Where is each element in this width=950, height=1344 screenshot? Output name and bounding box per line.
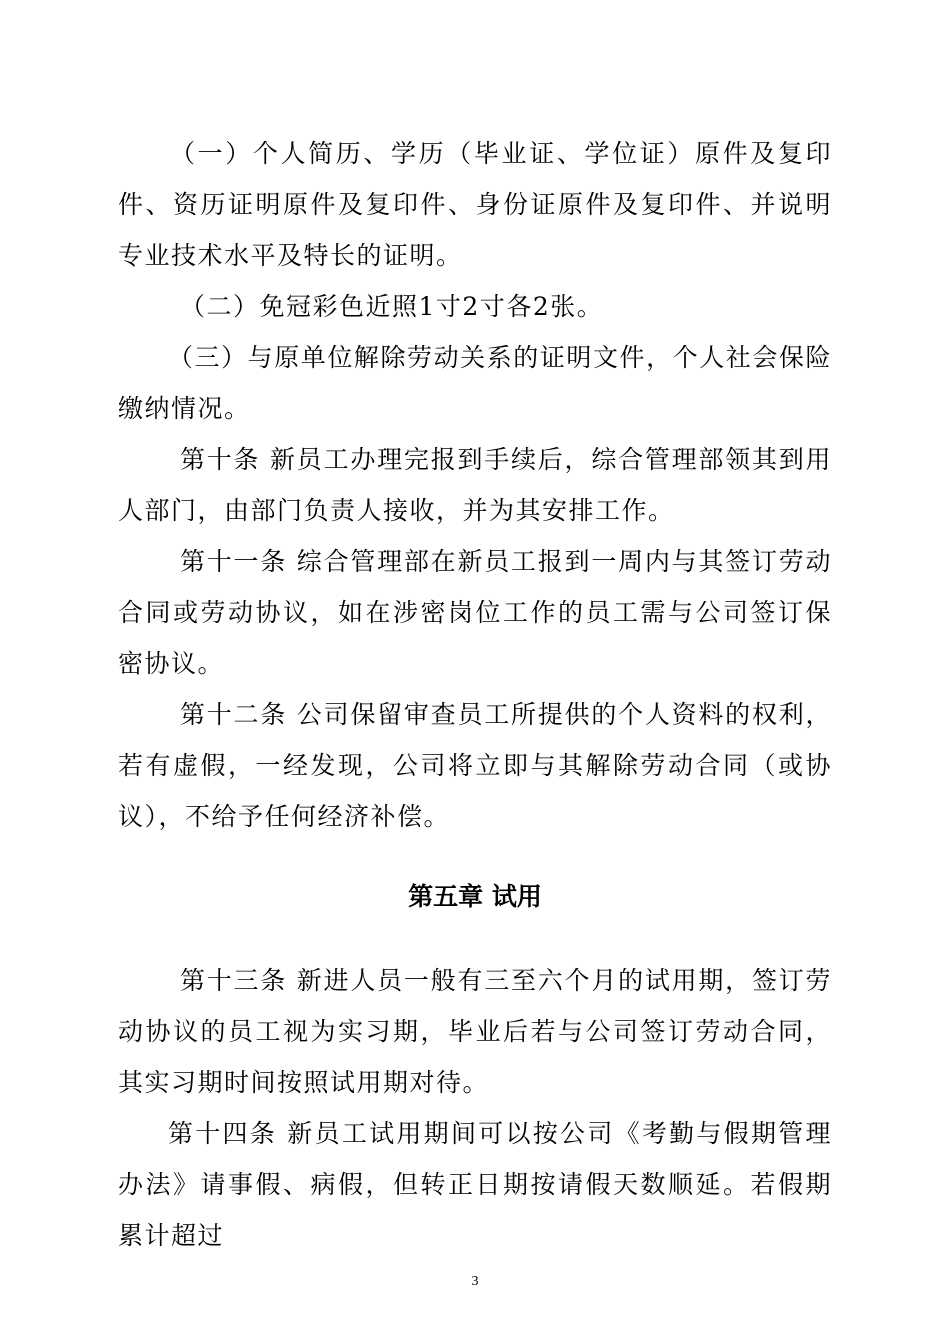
page-number: 3 [471,1274,479,1289]
paragraph-article-10: 第十条 新员工办理完报到手续后，综合管理部领其到用人部门，由部门负责人接收，并为其安排工作。 [118,445,832,525]
paragraph-article-11: 第十一条 综合管理部在新员工报到一周内与其签订劳动合同或劳动协议，如在涉密岗位工作的员工需与公司签订保密协议。 [118,547,832,678]
paragraph-article-12: 第十二条 公司保留审查员工所提供的个人资料的权利，若有虚假，一经发现，公司将立即与其解除劳动合同（或协议），不给予任何经济补偿。 [118,700,832,831]
paragraph-article-14: 第十四条 新员工试用期间可以按公司《考勤与假期管理办法》请事假、病假，但转正日期按请假天数顺延。若假期累计超过 [118,1119,832,1250]
chapter-heading: 第五章 试用 [408,882,542,911]
paragraph-item-3: （三）与原单位解除劳动关系的证明文件，个人社会保险缴纳情况。 [118,343,832,423]
paragraph-item-2: （二）免冠彩色近照1寸2寸各2张。 [180,292,604,321]
document-page [118,128,832,1261]
paragraph-item-1: （一）个人简历、学历（毕业证、学位证）原件及复印件、资历证明原件及复印件、身份证原件及复印件、并说明专业技术水平及特长的证明。 [118,139,832,270]
paragraph-article-13: 第十三条 新进人员一般有三至六个月的试用期，签订劳动协议的员工视为实习期，毕业后若与公司签订劳动合同，其实习期时间按照试用期对待。 [118,966,832,1097]
